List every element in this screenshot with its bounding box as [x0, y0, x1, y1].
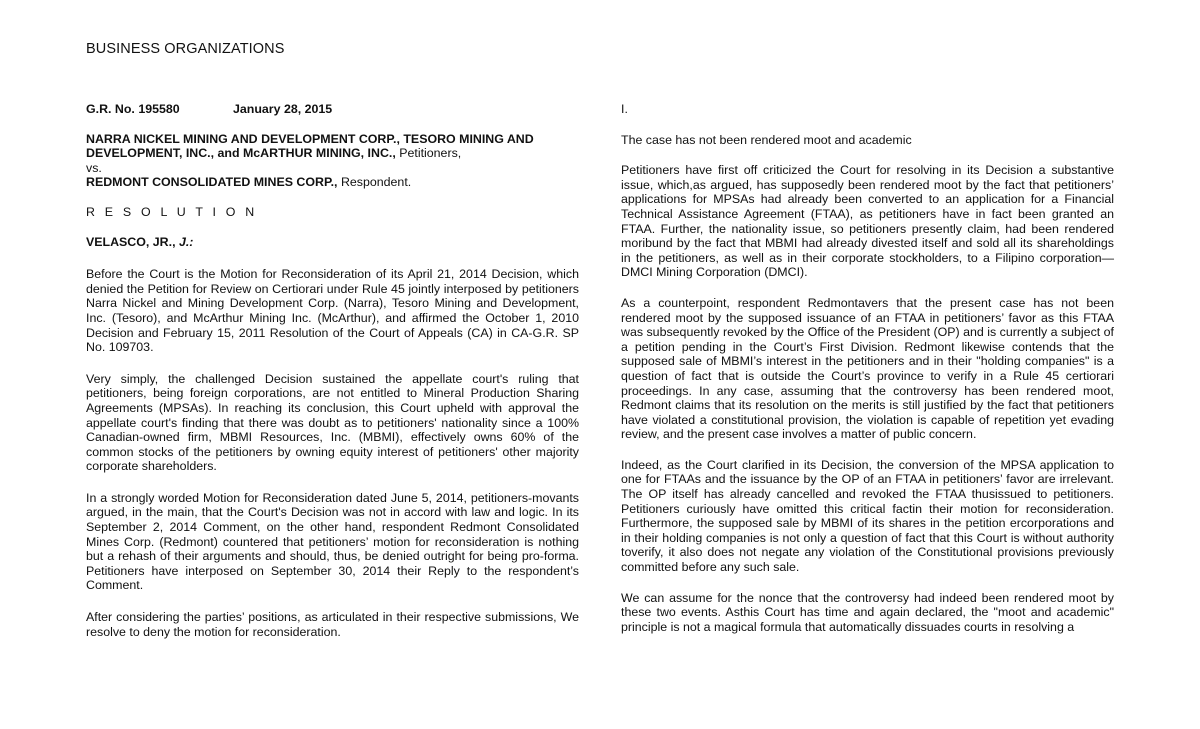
section-title: The case has not been rendered moot and academic [621, 132, 912, 147]
paragraph: We can assume for the nonce that the controversy had indeed been rendered moot by these two events. Asthis Court has time and again declared, the "moot and academic" principle is not a magical formula that automatically dissuades courts in resolving a [621, 590, 1114, 634]
section-number: I. [621, 102, 628, 116]
versus-text: vs. [86, 160, 102, 175]
petitioners-names: NARRA NICKEL MINING AND DEVELOPMENT CORP., TESORO MINING AND DEVELOPMENT, INC., and McARTHUR MINING, INC., [86, 131, 534, 161]
right-column [621, 102, 1114, 634]
ponente-line [86, 235, 579, 250]
resolution-heading: R E S O L U T I O N [86, 204, 258, 219]
justice-suffix: J.: [178, 234, 194, 249]
paragraph: Very simply, the challenged Decision sustained the appellate court's ruling that petitioners, being foreign corporations, are not entitled to Mineral Production Sharing Agreements (MPSAs). In reaching its conclusion, this Court upheld with approval the appellate court's finding that there was doubt as to petitioners' nationality since a 100% Canadian-owned firm, MBMI Resources, Inc. (MBMI), effectively owns 60% of the common stocks of the petitioners by owning equity interest of petitioners' other majority corporate shareholders. [86, 371, 579, 474]
case-date: January 28, 2015 [233, 102, 333, 116]
respondent-role: Respondent. [337, 175, 412, 190]
paragraph: Petitioners have first off criticized the Court for resolving in its Decision a substantive issue, which,as argued, has supposedly been rendered moot by the fact that petitioners’ applications for MPSAs had already been converted to an application for a Financial Technical Assistance Agreement (FTAA), as petitioners have in fact been granted an FTAA. Further, the nationality issue, so petitioners presently claim, had been rendered moribund by the fact that MBMI had already divested itself and sold all its shareholdings in the petitioners, as well as in their corporate stockholders, to a Filipino corporation—DMCI Mining Corporation (DMCI). [621, 163, 1114, 280]
parties-block [86, 132, 579, 190]
document-header: BUSINESS ORGANIZATIONS [86, 41, 285, 57]
paragraph: Before the Court is the Motion for Reconsideration of its April 21, 2014 Decision, which denied the Petition for Review on Certiorari under Rule 45 jointly interposed by petitioners Narra Nickel and Mining Development Corp. (Narra), Tesoro Mining and Development, Inc. (Tesoro), and McArthur Mining Inc. (McArthur), and affirmed the October 1, 2010 Decision and February 15, 2011 Resolution of the Court of Appeals (CA) in CA-G.R. SP No. 109703. [86, 267, 579, 355]
respondent-name: REDMONT CONSOLIDATED MINES CORP., [86, 175, 338, 190]
petitioners-role: Petitioners, [395, 146, 462, 161]
paragraph: In a strongly worded Motion for Reconsideration dated June 5, 2014, petitioners-movants argued, in the main, that the Court's Decision was not in accord with law and logic. In its September 2, 2014 Comment, on the other hand, respondent Redmont Consolidated Mines Corp. (Redmont) countered that petitioners’ motion for reconsideration is nothing but a rehash of their arguments and should, thus, be denied outright for being pro-forma. Petitioners have interposed on September 30, 2014 their Reply to the respondent’s Comment. [86, 490, 579, 593]
case-caption [86, 102, 579, 117]
paragraph: As a counterpoint, respondent Redmontavers that the present case has not been rendered moot by the supposed issuance of an FTAA in petitioners’ favor as this FTAA was subsequently revoked by the Office of the President (OP) and is currently a subject of a petition pending in the Court’s First Division. Redmont likewise contends that the supposed sale of MBMI’s interest in the petitioners and in their "holding companies" is a question of fact that is outside the Court’s province to verify in a Rule 45 certiorari proceedings. In any case, assuming that the controversy has been rendered moot, Redmont claims that its resolution on the merits is still justified by the fact that petitioners have violated a constitutional provision, the violation is capable of repetition yet evading review, and the present case involves a matter of public concern. [621, 295, 1114, 442]
paragraph: After considering the parties’ positions, as articulated in their respective submissions, We resolve to deny the motion for reconsideration. [86, 610, 579, 639]
justice-name: VELASCO, JR., [86, 234, 176, 249]
case-number: G.R. No. 195580 [86, 102, 180, 116]
left-column [86, 102, 579, 639]
paragraph: Indeed, as the Court clarified in its Decision, the conversion of the MPSA application to one for FTAAs and the issuance by the OP of an FTAA in petitioners’ favor are irrelevant. The OP itself has already cancelled and revoked the FTAA thusissued to petitioners. Petitioners curiously have omitted this critical factin their motion for reconsideration. Furthermore, the supposed sale by MBMI of its shares in the petition ercorporations and in their holding companies is not only a question of fact that this Court is without authority toverify, it also does not negate any violation of the Constitutional provisions previously committed before any such sale. [621, 457, 1114, 575]
